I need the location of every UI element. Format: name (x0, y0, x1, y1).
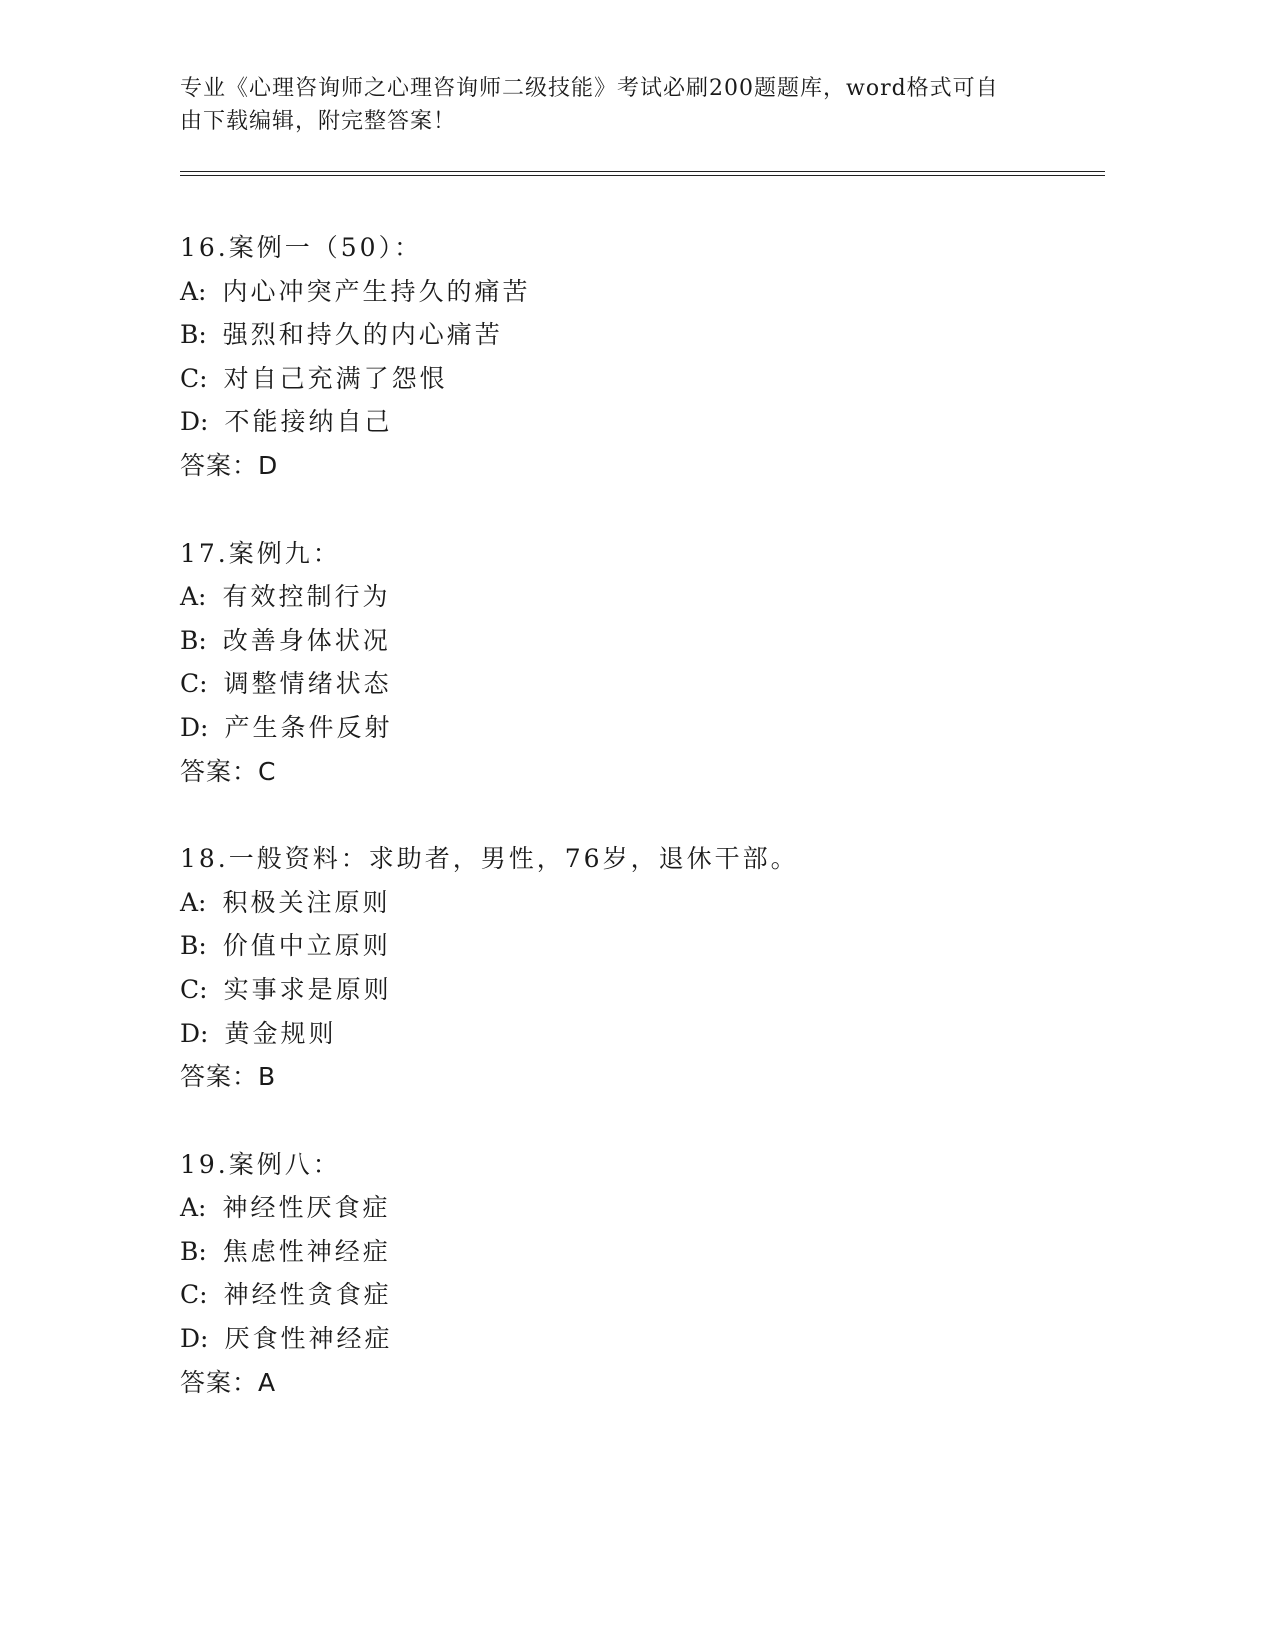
header-line-1: 专业《心理咨询师之心理咨询师二级技能》考试必刷200题题库，word格式可自 (180, 76, 999, 101)
option-b (180, 619, 1080, 663)
option-c (180, 662, 1080, 706)
option-a (180, 270, 1080, 314)
option-letter: B: (180, 931, 207, 961)
option-letter: B: (180, 320, 207, 350)
option-text: 强烈和持久的内心痛苦 (222, 320, 503, 350)
option-letter: D: (180, 1018, 209, 1048)
option-text: 内心冲突产生持久的痛苦 (222, 276, 531, 306)
option-letter: D: (180, 712, 209, 742)
option-letter: C: (180, 669, 208, 699)
option-text: 改善身体状况 (222, 625, 391, 655)
option-letter: C: (180, 363, 208, 393)
question-stem: 17.案例九： (180, 538, 341, 568)
question-list (180, 226, 1080, 1448)
option-letter: A: (180, 887, 207, 917)
option-d (180, 400, 1080, 444)
question-stem: 19.案例八： (180, 1149, 341, 1179)
option-text: 焦虑性神经症 (222, 1236, 391, 1266)
option-letter: B: (180, 1236, 207, 1266)
option-letter: D: (180, 1324, 209, 1354)
question-19 (180, 1143, 1080, 1405)
option-d (180, 1012, 1080, 1056)
option-letter: A: (180, 1193, 207, 1223)
document-header (180, 72, 1060, 138)
question-stem: 16.案例一（50）： (180, 233, 423, 262)
question-18 (180, 837, 1080, 1099)
question-stem: 18.一般资料：求助者，男性，76岁，退休干部。 (180, 844, 799, 874)
answer-line: 答案：D (180, 450, 279, 480)
option-text: 价值中立原则 (222, 931, 391, 961)
answer-line: 答案：C (180, 756, 277, 786)
option-text: 积极关注原则 (222, 887, 391, 917)
option-b (180, 924, 1080, 968)
option-letter: A: (180, 276, 207, 306)
option-a (180, 575, 1080, 619)
option-letter: B: (180, 625, 207, 655)
option-d (180, 706, 1080, 750)
header-divider-top (180, 171, 1105, 172)
option-b (180, 1230, 1080, 1274)
option-c (180, 968, 1080, 1012)
option-text: 产生条件反射 (224, 712, 393, 742)
option-text: 厌食性神经症 (224, 1324, 393, 1354)
option-c (180, 1273, 1080, 1317)
option-letter: C: (180, 1280, 208, 1310)
header-line-2: 由下载编辑，附完整答案！ (180, 109, 457, 134)
option-d (180, 1317, 1080, 1361)
option-text: 黄金规则 (224, 1018, 337, 1048)
option-letter: C: (180, 974, 208, 1004)
answer-line: 答案：A (180, 1367, 277, 1397)
answer-line: 答案：B (180, 1062, 277, 1092)
option-b (180, 313, 1080, 357)
question-16 (180, 226, 1080, 488)
option-letter: A: (180, 582, 207, 612)
option-text: 对自己充满了怨恨 (223, 363, 448, 393)
option-text: 神经性贪食症 (223, 1280, 392, 1310)
option-a (180, 1186, 1080, 1230)
option-letter: D: (180, 407, 209, 437)
option-text: 实事求是原则 (223, 974, 392, 1004)
option-text: 调整情绪状态 (223, 669, 392, 699)
option-text: 不能接纳自己 (224, 407, 393, 437)
option-text: 神经性厌食症 (222, 1193, 391, 1223)
option-text: 有效控制行为 (222, 582, 391, 612)
question-17 (180, 532, 1080, 794)
header-divider-bottom (180, 175, 1105, 176)
option-a (180, 881, 1080, 925)
option-c (180, 357, 1080, 401)
